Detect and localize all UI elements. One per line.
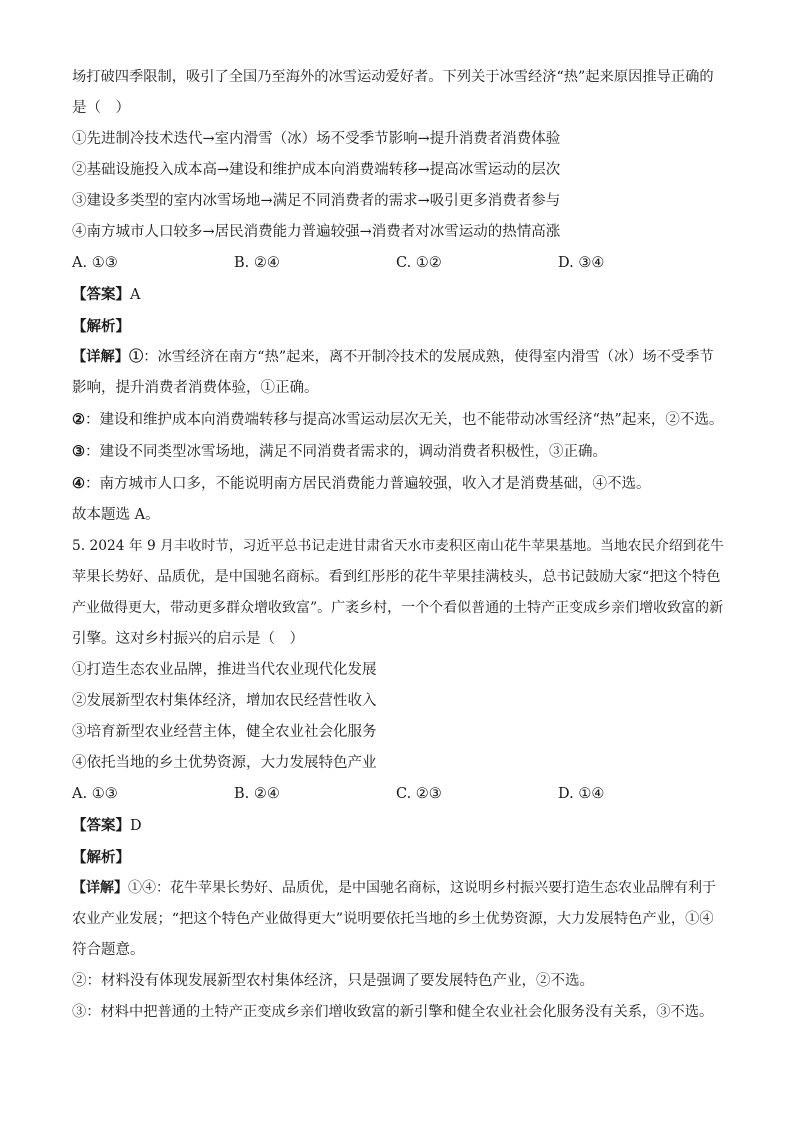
q4-option-b: B. ②④ <box>234 255 280 271</box>
q4-answer-value: A <box>130 287 141 303</box>
q5-statement-2: ②发展新型农村集体经济，增加农民经营性收入 <box>72 693 377 709</box>
q5-detail-text-1: ①④：花牛苹果长势好、品质优，是中国驰名商标，这说明乡村振兴要打造生态农业品牌有利于 <box>128 880 716 896</box>
q5-statement-4: ④依托当地的乡土优势资源，大力发展特色产业 <box>72 755 377 771</box>
q5-detail-label: 【详解】 <box>72 880 128 896</box>
q4-detail-line-3 <box>72 436 724 468</box>
q4-detail-line-1b: 影响，提升消费者消费体验，①正确。 <box>72 380 319 396</box>
q4-statement-4: ④南方城市人口较多→居民消费能力普遍较强→消费者对冰雪运动的热情高涨 <box>72 224 561 240</box>
q4-answer <box>72 279 724 311</box>
q4-detail-mark-1: ① <box>129 349 144 365</box>
q5-stem-line-3: 产业做得更大，带动更多群众增收致富”。广袤乡村，一个个看似普通的土特产正变成乡亲们增收致富的新 <box>72 600 724 616</box>
q4-analysis-label: 【解析】 <box>72 318 130 335</box>
q4-conclusion: 故本题选 A。 <box>72 507 160 523</box>
q4-stem-line-2: 是（ ） <box>72 100 130 116</box>
q5-option-a: A. ①③ <box>72 786 118 802</box>
q4-answer-label: 【答案】 <box>72 286 130 303</box>
q5-answer <box>72 810 724 842</box>
q5-statement-1: ①打造生态农业品牌，推进当代农业现代化发展 <box>72 662 377 678</box>
document-content <box>72 62 724 1028</box>
q4-statement-2: ②基础设施投入成本高→建设和维护成本向消费端转移→提高冰雪运动的层次 <box>72 162 561 178</box>
q5-option-d: D. ①④ <box>558 786 605 802</box>
q4-options <box>72 248 724 279</box>
q5-detail-line-1c: 符合题意。 <box>72 942 145 958</box>
q4-statement-1: ①先进制冷技术迭代→室内滑雪（冰）场不受季节影响→提升消费者消费体验 <box>72 131 561 147</box>
q4-detail-text-1: ：冰雪经济在南方“热”起来，离不开制冷技术的发展成熟，使得室内滑雪（冰）场不受季节 <box>143 349 714 365</box>
q5-option-b: B. ②④ <box>234 786 280 802</box>
q4-detail-mark-3: ③ <box>72 443 85 460</box>
q4-detail-text-2: ：建设和维护成本向消费端转移与提高冰雪运动层次无关，也不能带动冰雪经济“热”起来，②不选。 <box>85 412 724 428</box>
q5-stem-line-4: 引擎。这对乡村振兴的启示是（ ） <box>72 631 304 647</box>
q4-option-a: A. ①③ <box>72 255 118 271</box>
q5-analysis-label: 【解析】 <box>72 849 130 866</box>
q5-detail-line-1 <box>72 873 724 904</box>
q4-detail-mark-4: ④ <box>72 475 85 492</box>
q4-detail-line-4 <box>72 468 724 500</box>
q4-option-d: D. ③④ <box>558 255 605 271</box>
q4-detail-line-2 <box>72 404 724 436</box>
q4-detail-mark-2: ② <box>72 411 85 428</box>
q4-stem-line-1: 场打破四季限制，吸引了全国乃至海外的冰雪运动爱好者。下列关于冰雪经济“热”起来原因推导正确的 <box>72 69 714 85</box>
q5-stem-line-2: 苹果长势好、品质优，是中国驰名商标。看到红彤彤的花牛苹果挂满枝头，总书记鼓励大家“把这个特色 <box>72 569 721 585</box>
q4-detail-text-3: ：建设不同类型冰雪场地，满足不同消费者需求的，调动消费者积极性，③正确。 <box>85 444 607 460</box>
q5-options <box>72 779 724 810</box>
q4-detail-line-1 <box>72 342 724 373</box>
q5-stem-line-1: 5. 2024 年 9 月丰收时节，习近平总书记走进甘肃省天水市麦积区南山花牛苹果基地。当地农民介绍到花牛 <box>72 538 724 554</box>
q5-detail-line-2: ②：材料没有体现发展新型农村集体经济，只是强调了要发展特色产业，②不选。 <box>72 973 594 989</box>
q5-detail-line-1b: 农业产业发展；“把这个特色产业做得更大”说明要依托当地的乡土优势资源，大力发展特色产业，①④ <box>72 911 714 927</box>
q5-option-c: C. ②③ <box>396 786 442 802</box>
q5-detail-line-3: ③：材料中把普通的土特产正变成乡亲们增收致富的新引擎和健全农业社会化服务没有关系，③不选。 <box>72 1004 714 1020</box>
q4-statement-3: ③建设多类型的室内冰雪场地→满足不同消费者的需求→吸引更多消费者参与 <box>72 193 561 209</box>
q4-option-c: C. ①② <box>396 255 442 271</box>
q5-statement-3: ③培育新型农业经营主体，健全农业社会化服务 <box>72 724 377 740</box>
q4-detail-label: 【详解】 <box>72 349 130 365</box>
q5-answer-label: 【答案】 <box>72 817 130 834</box>
q4-detail-text-4: ：南方城市人口多，不能说明南方居民消费能力普遍较强，收入才是消费基础，④不选。 <box>85 476 651 492</box>
q5-answer-value: D <box>130 818 142 834</box>
